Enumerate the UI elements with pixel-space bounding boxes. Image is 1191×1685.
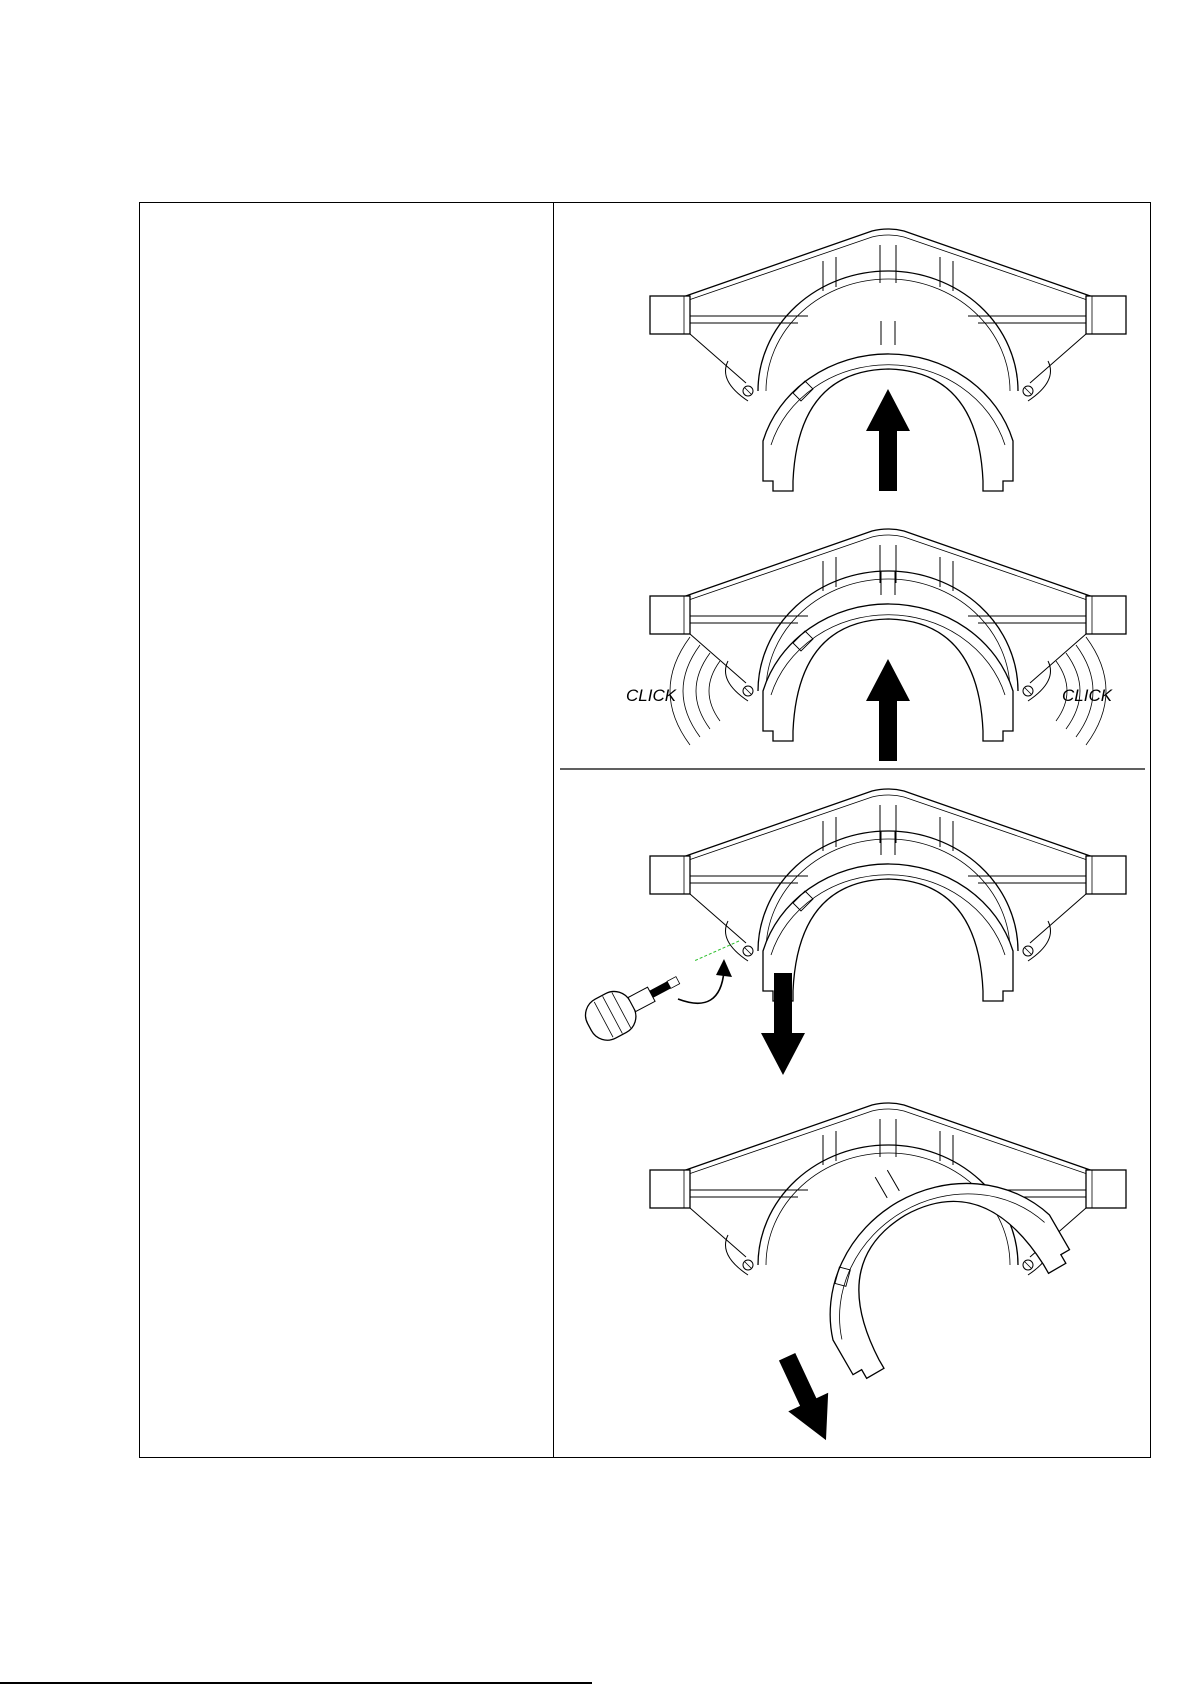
up-arrow-icon	[866, 389, 910, 491]
text-column	[140, 203, 554, 1457]
instruction-frame	[139, 202, 1151, 1458]
figure-column	[554, 203, 1150, 1457]
screw-guide-line	[694, 941, 739, 961]
diagonal-arrow-icon	[767, 1347, 846, 1449]
figure-canvas	[554, 203, 1151, 1457]
rotate-arrow-icon	[678, 959, 732, 1003]
up-arrow-icon	[866, 659, 910, 761]
click-label-right: CLICK	[1062, 686, 1113, 705]
footer-rule	[0, 1682, 592, 1684]
step-4-illustration	[650, 1103, 1126, 1383]
screwdriver-icon	[579, 961, 688, 1047]
click-label-left: CLICK	[626, 686, 677, 705]
step-1-illustration	[650, 229, 1126, 491]
step-2-illustration	[650, 529, 1126, 761]
